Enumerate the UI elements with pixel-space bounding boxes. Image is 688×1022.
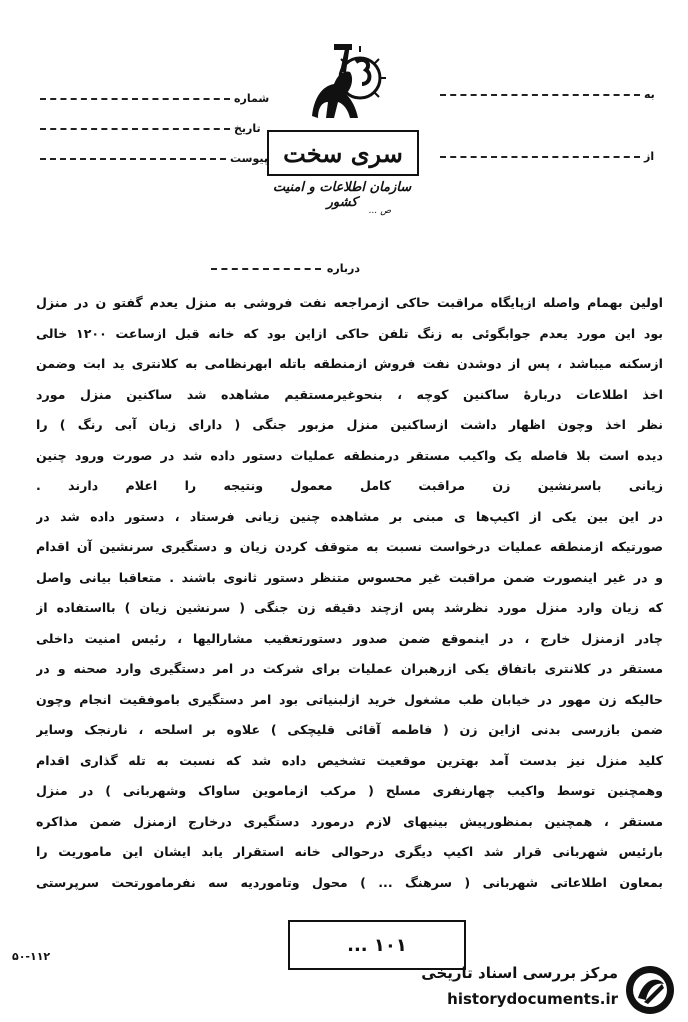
- body-line: در این بین یکی از اکیپ‌ها ی مبنی بر مشاهده چنین زیانی فرستاد ، دستور داده شد در: [36, 508, 663, 524]
- attachment-label: پیوست: [230, 152, 268, 165]
- to-label: به: [644, 88, 655, 101]
- body-line: بود این مورد یعدم جوابگوئی به زنگ تلفن حاکی ازاین بود که خانه قبل ازساعت ۱۲۰۰ خالی: [36, 325, 663, 341]
- classified-stamp: [267, 130, 419, 176]
- document-body: [36, 288, 663, 898]
- attachment-line: [40, 158, 226, 160]
- body-line: دیده است بلا فاصله یک واکیب مستقر درمنطقه عملیات دستور داده شد در صورت ورود چنین: [36, 447, 663, 463]
- body-line: زیانی باسرنشین زن مراقبت کامل معمول ونتیجه را اعلام دارند .: [36, 478, 663, 493]
- body-line: ضمن بازرسی بدنی ازاین زن ( فاطمه آقائی قلیچکی ) علاوه بر اسلحه ، نارنجک وسایر: [36, 722, 663, 737]
- date-label: تاریخ: [234, 122, 261, 135]
- classified-stamp-text: سری سخت: [283, 138, 403, 168]
- to-field: [440, 88, 655, 101]
- organization-name: سازمان اطلاعات و امنیت کشور: [272, 180, 412, 210]
- page-number-stamp-text: ۱۰۱ ...: [347, 934, 407, 956]
- number-field: [40, 92, 269, 105]
- body-line: صورتیکه ازمنطقه عملیات درخواست نسبت به متوقف کردن زیان و دستگیری سرنشین آن اقدام: [36, 539, 663, 554]
- body-line: نظر اخذ وچون اظهار داشت ازساکنین منزل مزبور جنگی ( دارای زبان آبی رنگ ) را: [36, 417, 663, 432]
- body-line: وهمچنین توسط واکیب چهارنفری مسلح ( مرکب ازماموین ساواک وشهربانی ) در منزل: [36, 783, 663, 798]
- archive-logo-icon: [624, 964, 676, 1016]
- body-line: چادر ازمنزل خارج ، در اینموقع ضمن صدور دستورتعقیب مشارالیها ، رئیس امنیت داخلی: [36, 630, 663, 646]
- subject-field: [200, 262, 360, 275]
- number-label: شماره: [234, 92, 270, 105]
- body-line: بمعاون اطلاعاتی شهربانی ( سرهنگ ... ) محول وتاموردیه سه نفرمامورتحت سرپرستی: [36, 874, 663, 890]
- lion-and-sun-emblem-icon: [300, 38, 390, 130]
- from-field: [440, 150, 654, 163]
- body-line: و در غیر اینصورت ضمن مراقبت غیر محسوس متنظر دستور ثانوی باشند . متعاقبا بیانی واصل: [36, 569, 663, 585]
- document-code: ۵۰-۱۱۲: [12, 950, 51, 963]
- body-line: مستقر ، همچنین بمنظورپیش بینیهای لازم درمورد دستگیری درخارج ازمنزل ضمن مذاکره: [36, 813, 663, 829]
- to-line: [440, 94, 640, 96]
- archive-url: historydocuments.ir: [447, 990, 618, 1008]
- date-field: [40, 122, 261, 135]
- subject-line: [211, 268, 321, 270]
- from-label: از: [644, 150, 655, 163]
- from-line: [440, 156, 640, 158]
- date-line: [40, 128, 230, 130]
- body-line: که زیان وارد منزل مورد نظرشد پس ازچند دقیقه زن جنگی ( سرنشین زیان ) بااستفاده از: [36, 600, 663, 615]
- body-line: اولین بهمام واصله ازپایگاه مراقبت حاکی ازمراجعه نفت فروشی به منزل یعدم گفتو ن در منزل: [36, 295, 663, 310]
- body-line: اخذ اطلاعات دربارهٔ ساکنین کوچه ، بنحوغیرمستقیم مشاهده شد ساکنین منزل مورد: [36, 386, 663, 402]
- body-line: حالیکه زن مهور در خیابان طب مشغول خرید ازلبنیاتی بود امر دستگیری باموفقیت انجام وچون: [36, 691, 663, 707]
- archive-name: مرکز بررسی اسناد تاریخی: [421, 964, 618, 982]
- body-line: مستقر در کلانتری باتفاق یکی ازرهبران عملیات برای شرکت در امر دستگیری وارد صحنه و در: [36, 661, 663, 676]
- archive-watermark: [400, 962, 680, 1018]
- number-line: [40, 98, 230, 100]
- subject-label: درباره: [326, 262, 360, 275]
- attachment-field: [40, 152, 268, 165]
- body-line: ازسکنه میباشد ، پس از دوشدن نفت فروش ازمنطقه باتله ابهرنظامی به کلانتری ید ابت وضمن: [36, 356, 663, 371]
- body-line: بارئیس شهربانی قرار شد اکیپ دیگری درحوالی خانه استقرار یابد ایشان این ماموریت را: [36, 844, 663, 859]
- body-line: کلید منزل نیز بدست آمد بهترین موقعیت تشخیص داده شد که نسبت به تله گذاری اقدام: [36, 752, 663, 768]
- organization-subnote: ص ...: [368, 206, 392, 216]
